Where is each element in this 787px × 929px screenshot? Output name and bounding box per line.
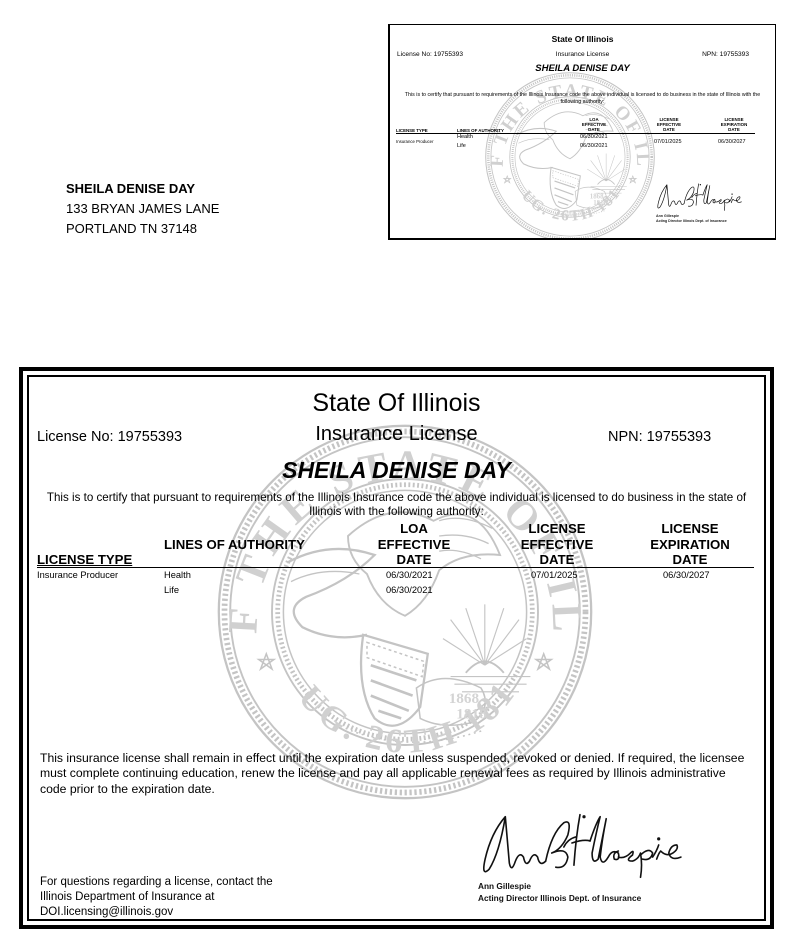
wallet-header-lines-of-authority: LINES OF AUTHORITY xyxy=(457,128,504,133)
recipient-city-state-zip: PORTLAND TN 37148 xyxy=(66,221,198,236)
header-line: DATE xyxy=(672,552,708,567)
document-type: Insurance License xyxy=(315,423,478,445)
header-line: LOA xyxy=(589,117,599,122)
header-line: DATE xyxy=(588,127,600,132)
signatory-title: Acting Director Illinois Dept. of Insurance xyxy=(478,893,642,903)
mailing-address xyxy=(66,179,219,239)
header-line: LICENSE xyxy=(528,521,586,536)
wallet-signatory-name: Ann Gillespie xyxy=(656,214,679,218)
wallet-npn: NPN: 19755393 xyxy=(702,51,749,58)
header-line: LOA xyxy=(400,521,428,536)
header-line: DATE xyxy=(663,127,675,132)
header-line: DATE xyxy=(539,552,575,567)
header-line: LICENSE xyxy=(724,117,744,122)
wallet-cell-loa-name: Life xyxy=(457,143,466,149)
header-line: DATE xyxy=(396,552,432,567)
license-number: License No: 19755393 xyxy=(37,429,183,445)
header-line: EXPIRATION xyxy=(650,536,730,552)
header-line: EFFECTIVE xyxy=(520,536,594,552)
cell-license-type: Insurance Producer xyxy=(37,570,119,580)
wallet-state-title: State Of Illinois xyxy=(551,34,614,44)
header-line: LICENSE xyxy=(661,521,719,536)
header-line: EFFECTIVE xyxy=(377,536,451,552)
cell-loa-effective-date: 06/30/2021 xyxy=(386,585,433,595)
contact-line-1: For questions regarding a license, contact the xyxy=(40,876,273,888)
certification-text: This is to certify that pursuant to requirements of the Illinois Insurance code the above individual is licensed to do business in the state of Illinois with the following authority: xyxy=(46,491,747,518)
header-line: EFFECTIVE xyxy=(581,122,607,127)
wallet-card xyxy=(388,24,776,240)
cell-loa-name: Health xyxy=(164,570,191,580)
contact-line-2: Illinois Department of Insurance at xyxy=(40,891,215,903)
wallet-document-type: Insurance License xyxy=(555,51,610,58)
wallet-cell-loa-date: 06/30/2021 xyxy=(580,134,608,140)
wallet-cell-license-type: Insurance Producer xyxy=(396,139,434,144)
wallet-cell-loa-date: 06/30/2021 xyxy=(580,143,608,149)
wallet-header-license-effective-date xyxy=(645,117,693,132)
director-signature xyxy=(471,812,693,884)
cell-license-effective-date: 07/01/2025 xyxy=(531,570,578,580)
wallet-table-rule xyxy=(396,133,755,134)
cell-loa-name: Life xyxy=(164,585,179,595)
recipient-name: SHEILA DENISE DAY xyxy=(66,181,196,196)
wallet-certification-text: This is to certify that pursuant to requirements of the Illinois Insurance code the above individual is licensed to do business in the state of Illinois with the following authority: xyxy=(404,92,761,105)
cell-loa-effective-date: 06/30/2021 xyxy=(386,570,433,580)
wallet-cell-license-expiration: 06/30/2027 xyxy=(718,139,746,145)
state-title: State Of Illinois xyxy=(312,389,481,417)
header-loa-effective-date xyxy=(359,521,469,568)
header-line: EXPIRATION xyxy=(720,122,748,127)
wallet-header-loa-effective-date xyxy=(570,117,618,132)
header-license-expiration-date xyxy=(630,521,750,568)
wallet-signatory-title: Acting Director Illinois Dept. of Insurance xyxy=(656,219,727,223)
header-line: DATE xyxy=(728,127,740,132)
validity-text: This insurance license shall remain in effect until the expiration date unless suspended, revoked or denied. If required, the licensee must complete continuing education, renew the license and pay all applicable renewal fees as required by Illinois administrative code prior to the expiration date. xyxy=(40,751,745,796)
wallet-header-license-type: LICENSE TYPE xyxy=(396,128,428,133)
header-line: EFFECTIVE xyxy=(656,122,682,127)
contact-email[interactable]: DOI.licensing@illinois.gov xyxy=(40,906,174,918)
certificate-inner-border xyxy=(27,375,766,921)
wallet-cell-loa-name: Health xyxy=(457,134,473,140)
signatory xyxy=(478,880,641,904)
wallet-licensee-name: SHEILA DENISE DAY xyxy=(535,63,630,74)
signatory-name: Ann Gillespie xyxy=(478,881,532,891)
license-certificate xyxy=(19,367,774,929)
licensee-name: SHEILA DENISE DAY xyxy=(282,457,511,483)
npn-number: NPN: 19755393 xyxy=(608,429,712,445)
header-lines-of-authority: LINES OF AUTHORITY xyxy=(164,537,305,552)
wallet-signatory xyxy=(656,214,727,224)
wallet-cell-license-effective: 07/01/2025 xyxy=(654,139,682,145)
header-license-effective-date xyxy=(502,521,612,568)
cell-license-expiration-date: 06/30/2027 xyxy=(663,570,710,580)
header-line: LICENSE xyxy=(659,117,679,122)
header-license-type: LICENSE TYPE xyxy=(37,552,133,567)
recipient-street: 133 BRYAN JAMES LANE xyxy=(66,201,220,216)
wallet-header-license-expiration-date xyxy=(706,117,762,132)
wallet-signature xyxy=(652,183,747,213)
wallet-license-number: License No: 19755393 xyxy=(397,51,463,58)
contact-info xyxy=(40,875,273,920)
table-header-rule xyxy=(37,567,754,568)
